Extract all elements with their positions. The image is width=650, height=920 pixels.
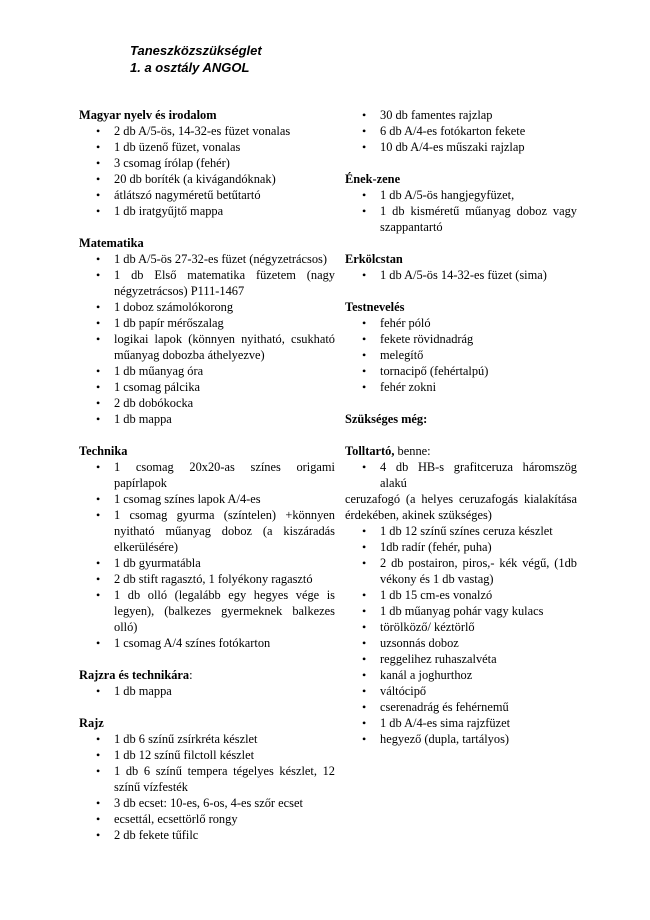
list-item: • 1 db mappa: [79, 683, 335, 699]
list-item: • 1 db gyurmatábla: [79, 555, 335, 571]
section-title: Magyar nyelv és irodalom: [79, 108, 217, 122]
section-title: Matematika: [79, 236, 144, 250]
list-item: • 3 csomag írólap (fehér): [79, 155, 335, 171]
section-title: Rajz: [79, 716, 104, 730]
item-list: [345, 315, 577, 395]
list-item: • 10 db A/4-es műszaki rajzlap: [345, 139, 577, 155]
list-item: • ecsettál, ecsettörlő rongy: [79, 811, 335, 827]
list-item: • fekete rövidnadrág: [345, 331, 577, 347]
item-list: [79, 123, 335, 219]
title-line-1: Taneszközszükséglet: [130, 43, 262, 58]
list-item: • 1 db A/5-ös hangjegyfüzet,: [345, 187, 577, 203]
item-list: [345, 523, 577, 747]
list-item: • 1 db 15 cm-es vonalzó: [345, 587, 577, 603]
item-list: [345, 267, 577, 283]
list-item: • 4 db HB-s grafitceruza háromszög alakú: [345, 459, 577, 491]
list-item: • melegítő: [345, 347, 577, 363]
section-szukseges-meg: [345, 411, 577, 427]
list-item: • 1 db papír mérőszalag: [79, 315, 335, 331]
list-item: • 1 csomag 20x20-as színes origami papírlapok: [79, 459, 335, 491]
list-item: • 2 db postairon, piros,- kék végű, (1db vékony és 1 db vastag): [345, 555, 577, 587]
list-item: • 1 db üzenő füzet, vonalas: [79, 139, 335, 155]
list-item: • logikai lapok (könnyen nyitható, csukható műanyag dobozba áthelyezve): [79, 331, 335, 363]
list-item: • 1 db A/4-es sima rajzfüzet: [345, 715, 577, 731]
section-title: Ének-zene: [345, 172, 401, 186]
list-item: • 1 db Első matematika füzetem (nagy négyzetrácsos) P111-1467: [79, 267, 335, 299]
list-item: • váltócipő: [345, 683, 577, 699]
list-item: • 1 db műanyag pohár vagy kulacs: [345, 603, 577, 619]
list-item: • reggelihez ruhaszalvéta: [345, 651, 577, 667]
section-title: Szükséges még:: [345, 412, 428, 426]
section-title-suffix: :: [189, 668, 193, 682]
list-item: • 1 db A/5-ös 14-32-es füzet (sima): [345, 267, 577, 283]
list-item: • cserenadrág és fehérnemű: [345, 699, 577, 715]
list-item: • 2 db stift ragasztó, 1 folyékony ragasztó: [79, 571, 335, 587]
list-item: • 1 db 12 színű színes ceruza készlet: [345, 523, 577, 539]
right-column: [345, 107, 577, 763]
list-item: • uzsonnás doboz: [345, 635, 577, 651]
section-testneveles: [345, 299, 577, 395]
list-item: • fehér zokni: [345, 379, 577, 395]
section-tolltarto: [345, 443, 577, 747]
list-item: • 1 csomag A/4 színes fotókarton: [79, 635, 335, 651]
list-item: • 1 doboz számolókorong: [79, 299, 335, 315]
section-title: [345, 443, 577, 459]
list-item: • 1 db műanyag óra: [79, 363, 335, 379]
list-item: • 1 db kisméretű műanyag doboz vagy szappantartó: [345, 203, 577, 235]
list-item: • 2 db A/5-ös, 14-32-es füzet vonalas: [79, 123, 335, 139]
list-item: • 1 db 12 színű filctoll készlet: [79, 747, 335, 763]
list-item: • hegyező (dupla, tartályos): [345, 731, 577, 747]
list-item: • 6 db A/4-es fotókarton fekete: [345, 123, 577, 139]
section-enek-zene: [345, 171, 577, 235]
list-item: • 1 db 6 színű tempera tégelyes készlet, 12 színű vízfesték: [79, 763, 335, 795]
section-title: Technika: [79, 444, 128, 458]
list-item: • 1 csomag gyurma (színtelen) +könnyen nyitható műanyag doboz (a kiszáradás elkerülésére): [79, 507, 335, 555]
section-rajz: [79, 715, 335, 843]
list-item: • átlátszó nagyméretű betűtartó: [79, 187, 335, 203]
item-list: [345, 459, 577, 491]
list-item: • 30 db famentes rajzlap: [345, 107, 577, 123]
list-item: • 20 db boríték (a kivágandóknak): [79, 171, 335, 187]
section-title: Erkölcstan: [345, 252, 403, 266]
list-item: • 1 db A/5-ös 27-32-es füzet (négyzetrácsos): [79, 251, 335, 267]
section-title: Testnevelés: [345, 300, 405, 314]
list-item: • 1 db olló (legalább egy hegyes vége is legyen), (balkezes gyermeknek balkezes olló): [79, 587, 335, 635]
list-item: • törölköző/ kéztörlő: [345, 619, 577, 635]
item-list: [79, 731, 335, 843]
section-rajz-continued: [345, 107, 577, 155]
list-item: • kanál a joghurthoz: [345, 667, 577, 683]
list-item: • 1 csomag színes lapok A/4-es: [79, 491, 335, 507]
note-paragraph: ceruzafogó (a helyes ceruzafogás kialakítása érdekében, akinek szükséges): [345, 492, 577, 522]
list-item: • tornacipő (fehértalpú): [345, 363, 577, 379]
section-technika: [79, 443, 335, 651]
section-title: [79, 667, 335, 683]
document-title: [130, 42, 262, 76]
list-item: • 3 db ecset: 10-es, 6-os, 4-es szőr ecset: [79, 795, 335, 811]
list-item: • fehér póló: [345, 315, 577, 331]
list-item: • 1 db 6 színű zsírkréta készlet: [79, 731, 335, 747]
list-item: • 1 csomag pálcika: [79, 379, 335, 395]
left-column: [79, 107, 335, 859]
section-title-text: Rajzra és technikára: [79, 668, 190, 682]
list-item: • 2 db dobókocka: [79, 395, 335, 411]
item-list: [79, 683, 335, 699]
section-title-suffix: benne:: [394, 444, 431, 458]
list-item: • 1db radír (fehér, puha): [345, 539, 577, 555]
item-list: [79, 251, 335, 427]
item-list: [345, 187, 577, 235]
item-list: [345, 107, 577, 155]
section-title-text: Tolltartó,: [345, 444, 395, 458]
item-list: [79, 459, 335, 651]
list-item: • 2 db fekete tűfilc: [79, 827, 335, 843]
section-erkolcstan: [345, 251, 577, 283]
title-line-2: 1. a osztály ANGOL: [130, 60, 250, 75]
list-item: • 1 db mappa: [79, 411, 335, 427]
section-magyar: [79, 107, 335, 219]
section-matematika: [79, 235, 335, 427]
section-rajzra-technikara: [79, 667, 335, 699]
list-item: • 1 db iratgyűjtő mappa: [79, 203, 335, 219]
